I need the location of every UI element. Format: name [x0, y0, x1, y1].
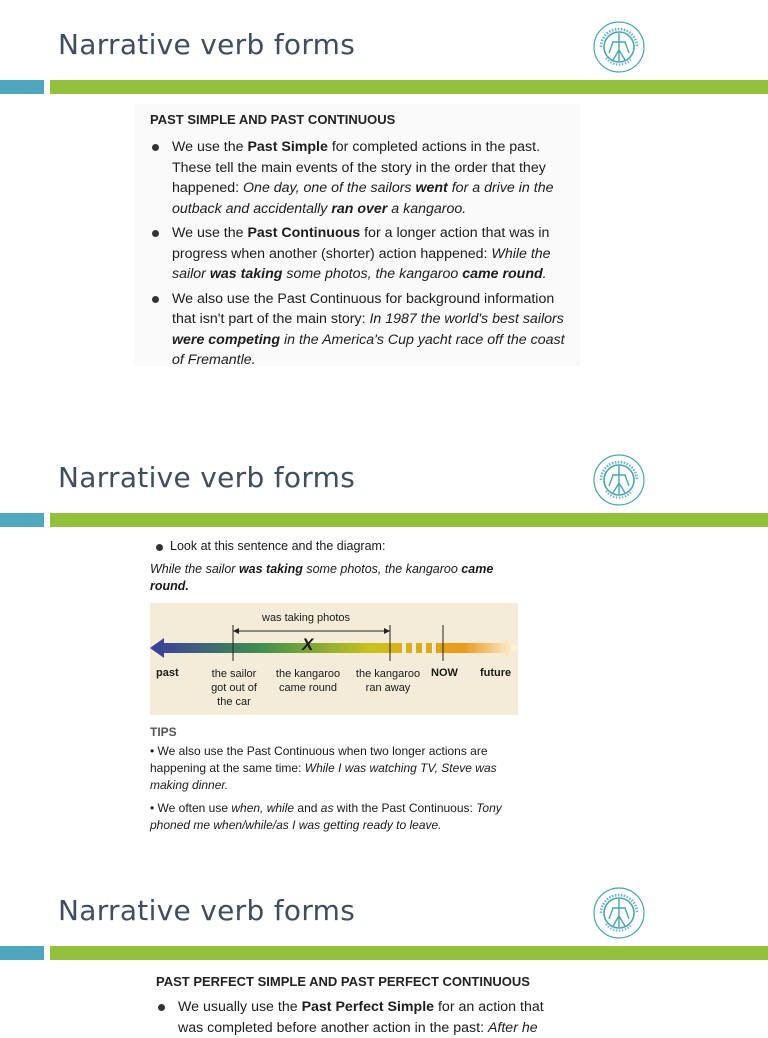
tip-item: • We also use the Past Continuous when two longer actions are happening at the same time: While I was watching TV, Steve was making dinner. — [150, 744, 497, 792]
accent-bar-blue — [0, 80, 44, 94]
section-heading: PAST PERFECT SIMPLE AND PAST PERFECT CONTINUOUS — [156, 974, 530, 989]
tips-heading: TIPS — [150, 725, 177, 739]
bullet-item: We use the Past Simple for completed actions in the past. These tell the main events of the story in the order that they happened: One day, one of the sailors went for a drive in the outback and accidentally ran over a kangaroo. — [144, 137, 570, 219]
label-past: past — [156, 667, 179, 679]
accent-bar-blue — [0, 513, 44, 527]
label-kangaroo-ran-away: the kangaroo ran away — [355, 668, 421, 694]
slide-title: Narrative verb forms — [58, 894, 356, 927]
section-heading: PAST SIMPLE AND PAST CONTINUOUS — [150, 112, 396, 127]
label-now: NOW — [431, 667, 458, 679]
label-sailor-got-out: the sailor got out of the car — [211, 668, 257, 708]
span-label: was taking photos — [262, 612, 351, 624]
accent-bar-green — [50, 80, 768, 94]
school-logo-icon — [592, 453, 646, 507]
school-logo-icon — [592, 886, 646, 940]
school-logo-icon — [592, 20, 646, 74]
slide-1 — [0, 0, 768, 433]
label-kangaroo-came-round: the kangaroo came round — [275, 668, 341, 694]
accent-bar-green — [50, 946, 768, 960]
accent-bar-green — [50, 513, 768, 527]
accent-bar-blue — [0, 946, 44, 960]
example-sentence: While the sailor was taking some photos, the kangaroo came round. — [150, 562, 494, 593]
textbook-excerpt — [140, 966, 560, 1036]
slide-3 — [0, 866, 768, 1036]
bullet-list — [144, 137, 570, 371]
slide-title: Narrative verb forms — [58, 28, 356, 61]
textbook-excerpt — [134, 104, 580, 366]
bullet-item: We also use the Past Continuous for background information that isn't part of the main story: In 1987 the world's best sailors were competing in the America's Cup yacht race off the coast of Fremantle. — [144, 289, 570, 371]
slide-title: Narrative verb forms — [58, 461, 356, 494]
instruction-text: Look at this sentence and the diagram: — [150, 539, 514, 553]
label-future: future — [480, 667, 512, 679]
slide-2 — [0, 433, 768, 866]
event-mark: X — [302, 635, 314, 654]
textbook-excerpt — [142, 531, 522, 831]
timeline-diagram — [150, 603, 518, 715]
tip-item: • We often use when, while and as with the Past Continuous: Tony phoned me when/while/as I was getting ready to leave. — [150, 801, 502, 832]
bullet-item: We use the Past Continuous for a longer action that was in progress when another (shorter) action happened: While the sailor was taking some photos, the kangaroo came round. — [144, 223, 570, 285]
bullet-item: We usually use the Past Perfect Simple for an action that was completed before another action in the past: After he — [150, 997, 550, 1038]
